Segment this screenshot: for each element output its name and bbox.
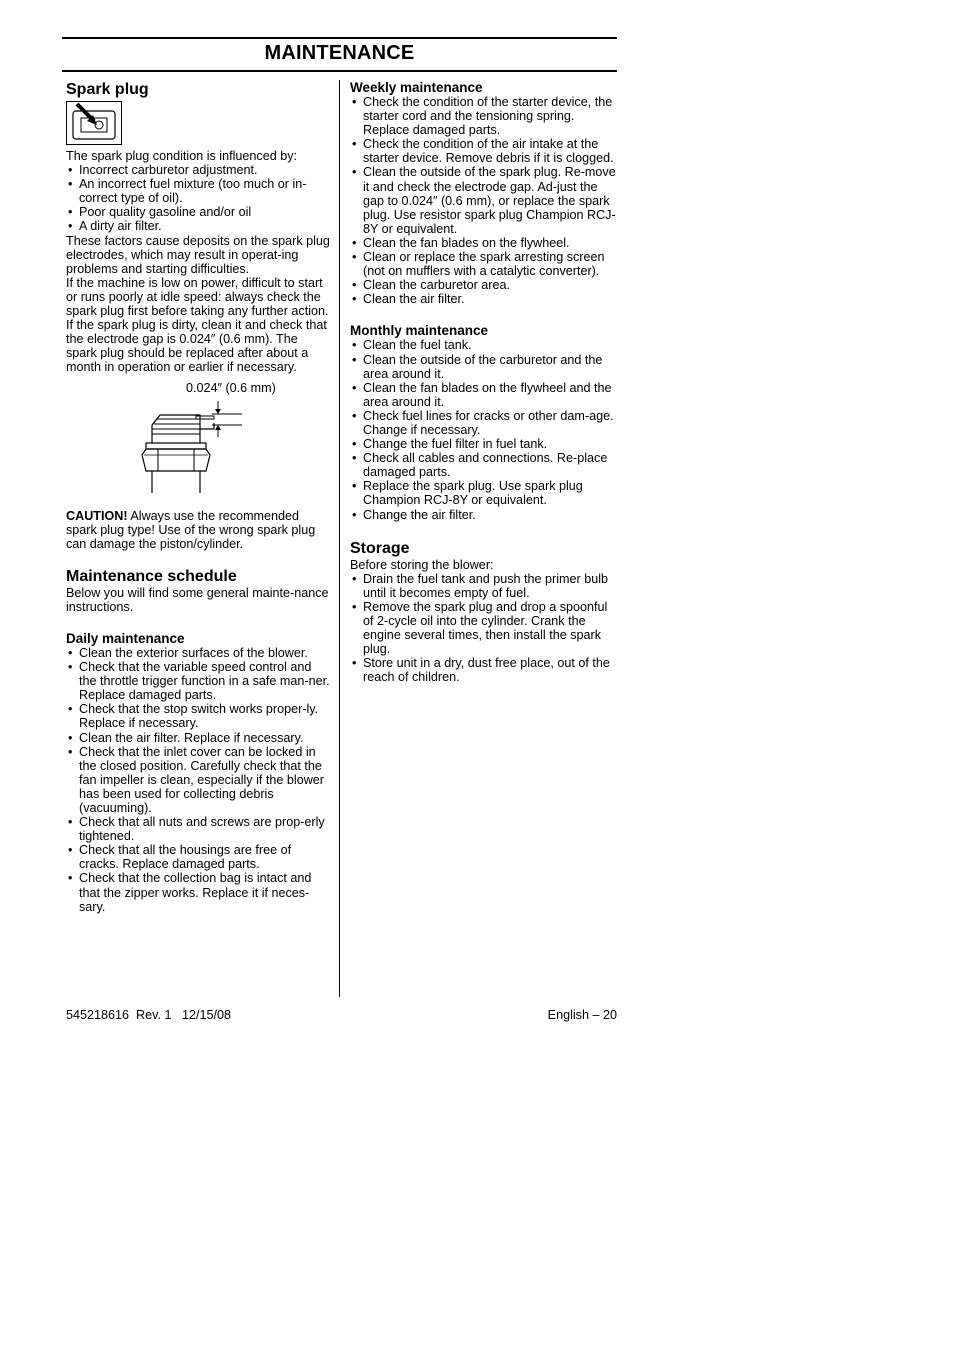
daily-maintenance-list <box>66 646 332 914</box>
spark-plug-paragraph: These factors cause deposits on the spark plug electrodes, which may result in operat-ing problems and starting difficulties. <box>66 233 330 276</box>
spark-plug-paragraph: If the machine is low on power, difficult to start or runs poorly at idle speed: always check the spark plug first before taking any further action. If the spark plug is dirty, clean it and check that the electrode gap is 0.024″ (0.6 mm). The spark plug should be replaced after about a month in operation or earlier if necessary. <box>66 275 329 375</box>
spark-plug-illustration <box>136 399 246 499</box>
right-column <box>350 80 616 684</box>
daily-maintenance-heading: Daily maintenance <box>66 630 185 646</box>
list-item: • Clean the outside of the spark plug. Re-move it and check the electrode gap. Ad-just the gap to 0.024″ (0.6 mm), or replace the spark plug. Use resistor spark plug Champion RCJ-8Y or equivalent. <box>350 165 616 235</box>
spark-plug-heading: Spark plug <box>66 81 149 98</box>
monthly-maintenance-heading: Monthly maintenance <box>350 323 489 339</box>
maintenance-schedule-heading: Maintenance schedule <box>66 567 237 585</box>
document-info: 545218616 Rev. 1 12/15/08 <box>66 1008 232 1022</box>
spark-plug-factors-list <box>66 163 332 233</box>
list-item: • An incorrect fuel mixture (too much or in-correct type of oil). <box>66 177 332 205</box>
list-item: • Check that the stop switch works proper-ly. Replace if necessary. <box>66 702 332 730</box>
storage-intro: Before storing the blower: <box>350 557 494 572</box>
list-item: • Clean the air filter. <box>350 292 616 306</box>
list-item: • Clean the carburetor area. <box>350 278 616 292</box>
list-item: • Check the condition of the starter device, the starter cord and the tensioning spring. Replace damaged parts. <box>350 95 616 137</box>
page-title: MAINTENANCE <box>264 42 415 64</box>
spark-plug-icon <box>66 101 122 145</box>
list-item: • Change the air filter. <box>350 508 616 522</box>
list-item: • Store unit in a dry, dust free place, out of the reach of children. <box>350 656 616 684</box>
list-item: • Check the condition of the air intake at the starter device. Remove debris if it is clogged. <box>350 137 616 165</box>
storage-list <box>350 572 616 685</box>
list-item: • Clean the fan blades on the flywheel. <box>350 236 616 250</box>
list-item: • Clean the fan blades on the flywheel and the area around it. <box>350 381 616 409</box>
list-item: • Clean the outside of the carburetor and the area around it. <box>350 353 616 381</box>
list-item: • Clean the exterior surfaces of the blower. <box>66 646 332 660</box>
storage-heading: Storage <box>350 539 410 557</box>
list-item: • Drain the fuel tank and push the primer bulb until it becomes empty of fuel. <box>350 572 616 600</box>
list-item: • Check that the variable speed control and the throttle trigger function in a safe man-ner. Replace damaged parts. <box>66 660 332 702</box>
list-item: • Remove the spark plug and drop a spoonful of 2-cycle oil into the cylinder. Crank the engine several times, then install the spark plug. <box>350 600 616 656</box>
caution-label: CAUTION! <box>66 508 128 523</box>
left-column <box>66 80 332 914</box>
list-item: • A dirty air filter. <box>66 219 332 233</box>
list-item: • Incorrect carburetor adjustment. <box>66 163 332 177</box>
list-item: • Check that the inlet cover can be locked in the closed position. Carefully check that the fan impeller is clean, especially if the blower has been used for collecting debris (vacuuming). <box>66 745 332 815</box>
page-number: English – 20 <box>547 1008 617 1022</box>
spark-plug-intro: The spark plug condition is influenced by: <box>66 149 298 163</box>
gap-label: 0.024″ (0.6 mm) <box>186 380 276 395</box>
list-item: • Poor quality gasoline and/or oil <box>66 205 332 219</box>
list-item: • Clean the fuel tank. <box>350 338 616 352</box>
list-item: • Check that all the housings are free of cracks. Replace damaged parts. <box>66 843 332 871</box>
list-item: • Check fuel lines for cracks or other dam-age. Change if necessary. <box>350 409 616 437</box>
title-underline <box>62 70 617 72</box>
list-item: • Check that all nuts and screws are prop-erly tightened. <box>66 815 332 843</box>
list-item: • Replace the spark plug. Use spark plug Champion RCJ-8Y or equivalent. <box>350 479 616 507</box>
list-item: • Change the fuel filter in fuel tank. <box>350 437 616 451</box>
caution-text: Always use the recommended spark plug type! Use of the wrong spark plug can damage the piston/cylinder. <box>66 508 316 551</box>
spark-plug-gap-diagram <box>66 381 332 501</box>
list-item: • Clean or replace the spark arresting screen (not on mufflers with a catalytic converter). <box>350 250 616 278</box>
maintenance-schedule-intro: Below you will find some general mainte-nance instructions. <box>66 585 329 614</box>
list-item: • Check that the collection bag is intact and that the zipper works. Replace it if neces-sary. <box>66 871 332 913</box>
weekly-maintenance-list <box>350 95 616 306</box>
list-item: • Clean the air filter. Replace if necessary. <box>66 731 332 745</box>
monthly-maintenance-list <box>350 338 616 521</box>
top-rule <box>62 37 617 39</box>
weekly-maintenance-heading: Weekly maintenance <box>350 80 483 95</box>
caution-note <box>66 509 332 551</box>
column-divider <box>339 80 340 997</box>
list-item: • Check all cables and connections. Re-place damaged parts. <box>350 451 616 479</box>
